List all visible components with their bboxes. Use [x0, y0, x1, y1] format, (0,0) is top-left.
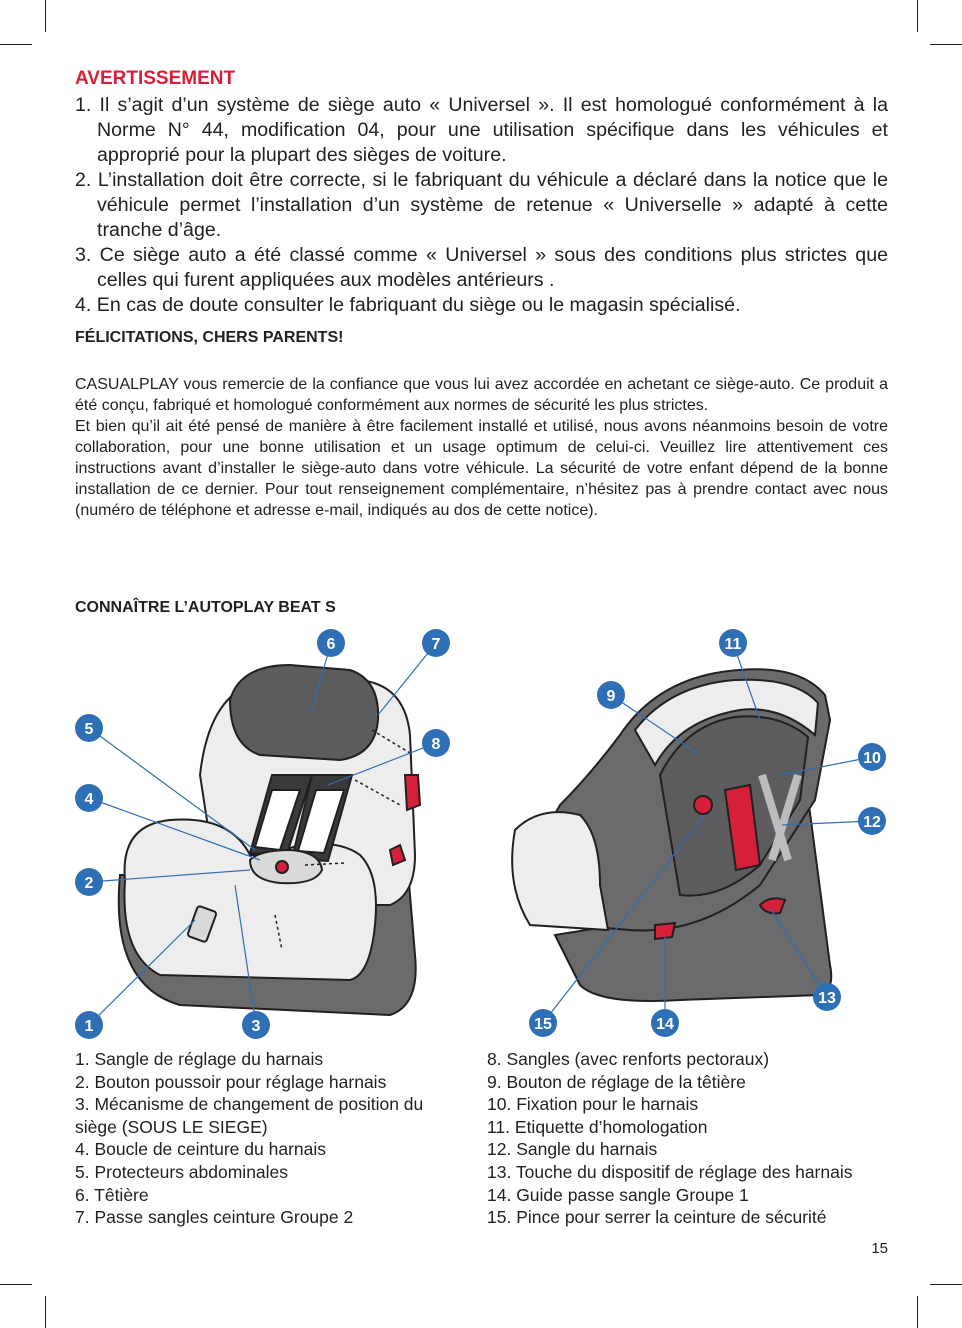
warning-list [75, 93, 888, 318]
callout-marker-12 [858, 807, 886, 835]
parts-item: 13. Touche du dispositif de réglage des harnais [487, 1161, 853, 1182]
callout-marker-15 [529, 1009, 557, 1037]
parts-item: 14. Guide passe sangle Groupe 1 [487, 1184, 749, 1205]
crop-mark [917, 1296, 918, 1328]
parts-item: 3. Mécanisme de changement de position du [75, 1094, 424, 1115]
callout-marker-8 [422, 729, 450, 757]
parts-item: 8. Sangles (avec renforts pectoraux) [487, 1049, 770, 1069]
callout-marker-10 [858, 743, 886, 771]
svg-text:11: 11 [724, 636, 742, 653]
parts-item: 4. Boucle de ceinture du harnais [75, 1139, 326, 1160]
callout-marker-9 [597, 681, 625, 709]
warning-title: AVERTISSEMENT [75, 68, 236, 89]
callout-marker-2 [75, 868, 103, 896]
svg-text:5: 5 [84, 721, 94, 738]
svg-text:14: 14 [656, 1016, 674, 1033]
svg-text:13: 13 [818, 990, 836, 1007]
intro-text [75, 374, 888, 521]
intro-paragraph: CASUALPLAY vous remercie de la confiance que vous lui avez accordée en achetant ce siège-auto. Ce produit a été conçu, fabriqué et homologué conformément aux normes de sécurité les plus strictes. [75, 376, 888, 414]
parts-item: 9. Bouton de réglage de la têtière [487, 1071, 746, 1092]
svg-text:7: 7 [431, 636, 441, 653]
svg-text:15: 15 [534, 1016, 552, 1033]
svg-text:6: 6 [326, 636, 336, 653]
warning-item: 3. Ce siège auto a été classé comme « Universel » sous des conditions plus strictes que celles qui furent appliquées aux modèles antérieurs . [75, 244, 888, 291]
svg-text:10: 10 [863, 750, 881, 767]
crop-mark [0, 44, 32, 45]
callout-marker-1 [75, 1011, 103, 1039]
warning-item: 1. Il s’agit d’un système de siège auto « Universel ». Il est homologué conformément à la Norme N° 44, modification 04, pour une utilisation spécifique dans les véhicules et approprié pour la plupart des sièges de voiture. [75, 94, 888, 166]
warning-item: 4. En cas de doute consulter le fabriquant du siège ou le magasin spécialisé. [75, 294, 741, 316]
crop-mark [930, 44, 962, 45]
parts-item: 12. Sangle du harnais [487, 1139, 658, 1160]
crop-mark [930, 1284, 962, 1285]
parts-item: 11. Etiquette d’homologation [487, 1116, 708, 1137]
parts-item: 2. Bouton poussoir pour réglage harnais [75, 1071, 387, 1092]
svg-text:9: 9 [606, 688, 616, 705]
callout-marker-3 [242, 1011, 270, 1039]
parts-item: 15. Pince pour serrer la ceinture de sécurité [487, 1207, 827, 1228]
parts-item: 10. Fixation pour le harnais [487, 1094, 699, 1115]
parts-list-left [75, 1048, 423, 1229]
callout-marker-4 [75, 784, 103, 812]
callout-marker-14 [651, 1009, 679, 1037]
know-heading: CONNAÎTRE L’AUTOPLAY BEAT S [75, 599, 336, 616]
page-number: 15 [871, 1240, 888, 1257]
callout-marker-5 [75, 714, 103, 742]
crop-mark [0, 1284, 32, 1285]
crop-mark [45, 1296, 46, 1328]
parts-item: 1. Sangle de réglage du harnais [75, 1049, 324, 1069]
svg-text:12: 12 [863, 814, 881, 831]
intro-paragraph: Et bien qu’il ait été pensé de manière à être facilement installé et utilisé, nous avons néanmoins besoin de votre collaboration, pour une bonne utilisation et un usage optimum de celui-ci. Veuillez lire attentivement ces instructions avant d’installer le siège-auto dans votre véhicule. La sécurité de votre enfant dépend de la bonne installation de ce dernier. Pour tout renseignement complémentaire, n’hésitez pas à prendre contact avec nous (numéro de téléphone et adresse e-mail, indiqués au dos de cette notice). [75, 418, 888, 519]
callout-marker-6 [317, 629, 345, 657]
crop-mark [45, 0, 46, 32]
warning-item: 2. L’installation doit être correcte, si le fabriquant du véhicule a déclaré dans la notice que le véhicule permet l’installation d’un système de retenue « Universelle » adapté à cette tranche d’âge. [75, 169, 888, 241]
callout-marker-7 [422, 629, 450, 657]
parts-item: 6. Têtière [75, 1184, 149, 1205]
congrats-heading: FÉLICITATIONS, CHERS PARENTS! [75, 329, 344, 346]
svg-text:8: 8 [431, 736, 441, 753]
svg-text:2: 2 [84, 875, 94, 892]
callout-marker-11 [719, 629, 747, 657]
seat-rear-illustration [512, 669, 831, 1001]
svg-text:1: 1 [84, 1018, 94, 1035]
crop-mark [917, 0, 918, 32]
parts-list-right [487, 1048, 852, 1229]
parts-item: siège (SOUS LE SIEGE) [75, 1116, 268, 1137]
parts-item: 7. Passe sangles ceinture Groupe 2 [75, 1207, 354, 1228]
car-seat-diagram [60, 625, 900, 1045]
seat-front-illustration [119, 665, 420, 1015]
svg-text:3: 3 [251, 1018, 261, 1035]
svg-text:4: 4 [84, 791, 94, 808]
callout-marker-13 [813, 983, 841, 1011]
parts-item: 5. Protecteurs abdominales [75, 1161, 289, 1182]
